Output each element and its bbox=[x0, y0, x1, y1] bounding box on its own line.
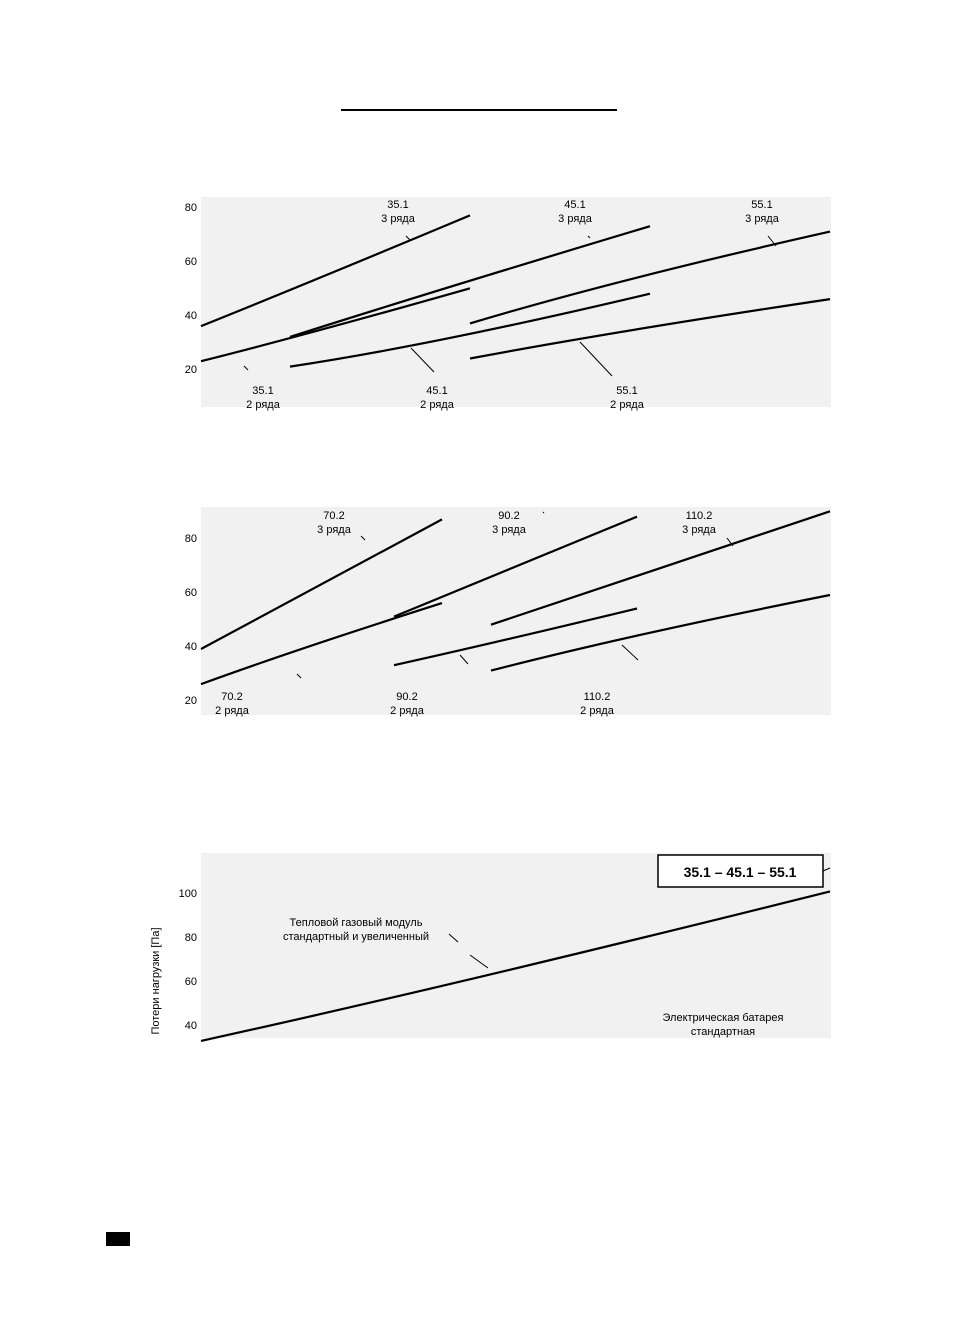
chart-3-y-tick-label: 60 bbox=[184, 976, 197, 988]
chart-3-annotation-line2: стандартный и увеличенный bbox=[282, 931, 430, 943]
chart-3-y-tick-label: 40 bbox=[184, 1020, 197, 1032]
chart-1-series-label-rows: 2 ряда bbox=[420, 399, 454, 411]
chart-3-model-box-label: 35.1 – 45.1 – 55.1 bbox=[683, 864, 797, 880]
chart-3-y-axis-label: Потери нагрузки [Па] bbox=[150, 927, 162, 1035]
chart-2-series-label-rows: 3 ряда bbox=[317, 524, 351, 536]
chart-2-series-label-rows: 2 ряда bbox=[215, 705, 249, 717]
chart-2-series-label-rows: 3 ряда bbox=[682, 524, 716, 536]
chart-1-series-label-rows: 3 ряда bbox=[558, 213, 592, 225]
chart-1-series-label-model: 45.1 bbox=[426, 385, 448, 397]
chart-1-series-label-rows: 3 ряда bbox=[381, 213, 415, 225]
chart-1-y-tick-label: 80 bbox=[184, 202, 197, 214]
chart-2-series-label-model: 110.2 bbox=[583, 691, 611, 703]
chart-3-y-tick-label: 100 bbox=[178, 888, 197, 900]
chart-3-annotation-line1: Электрическая батарея bbox=[662, 1012, 784, 1024]
page-marker bbox=[106, 1232, 130, 1246]
chart-1-series-label-rows: 2 ряда bbox=[246, 399, 280, 411]
chart-2-series-label-model: 90.2 bbox=[498, 510, 520, 522]
chart-2-series-label-model: 110.2 bbox=[685, 510, 713, 522]
chart-1-series-label-model: 35.1 bbox=[387, 199, 409, 211]
chart-2-y-tick-label: 80 bbox=[184, 533, 197, 545]
chart-1-series-label-model: 55.1 bbox=[751, 199, 773, 211]
chart-1-series-label-model: 35.1 bbox=[252, 385, 274, 397]
chart-1-plot-area bbox=[201, 197, 831, 407]
chart-2-series-label-model: 70.2 bbox=[221, 691, 243, 703]
chart-1-y-tick-label: 60 bbox=[184, 256, 197, 268]
chart-3-annotation-line1: Тепловой газовый модуль bbox=[289, 917, 423, 929]
chart-2-series-label-model: 90.2 bbox=[396, 691, 418, 703]
chart-2-series-label-rows: 2 ряда bbox=[580, 705, 614, 717]
chart-3-annotation-line2: стандартная bbox=[690, 1026, 756, 1038]
chart-2-y-tick-label: 40 bbox=[184, 641, 197, 653]
chart-1-series-label-model: 55.1 bbox=[616, 385, 638, 397]
chart-3-y-tick-label: 80 bbox=[184, 932, 197, 944]
chart-2-y-tick-label: 60 bbox=[184, 587, 197, 599]
chart-2-series-label-rows: 2 ряда bbox=[390, 705, 424, 717]
chart-1-series-label-rows: 2 ряда bbox=[610, 399, 644, 411]
chart-2-y-tick-label: 20 bbox=[184, 695, 197, 707]
chart-2-plot-area bbox=[201, 507, 831, 715]
chart-1-y-tick-label: 20 bbox=[184, 364, 197, 376]
chart-1-series-label-model: 45.1 bbox=[564, 199, 586, 211]
chart-1-y-tick-label: 40 bbox=[184, 310, 197, 322]
chart-2-leader-line bbox=[543, 512, 544, 513]
chart-2-series-label-model: 70.2 bbox=[323, 510, 345, 522]
chart-1-series-label-rows: 3 ряда bbox=[745, 213, 779, 225]
chart-2-series-label-rows: 3 ряда bbox=[492, 524, 526, 536]
